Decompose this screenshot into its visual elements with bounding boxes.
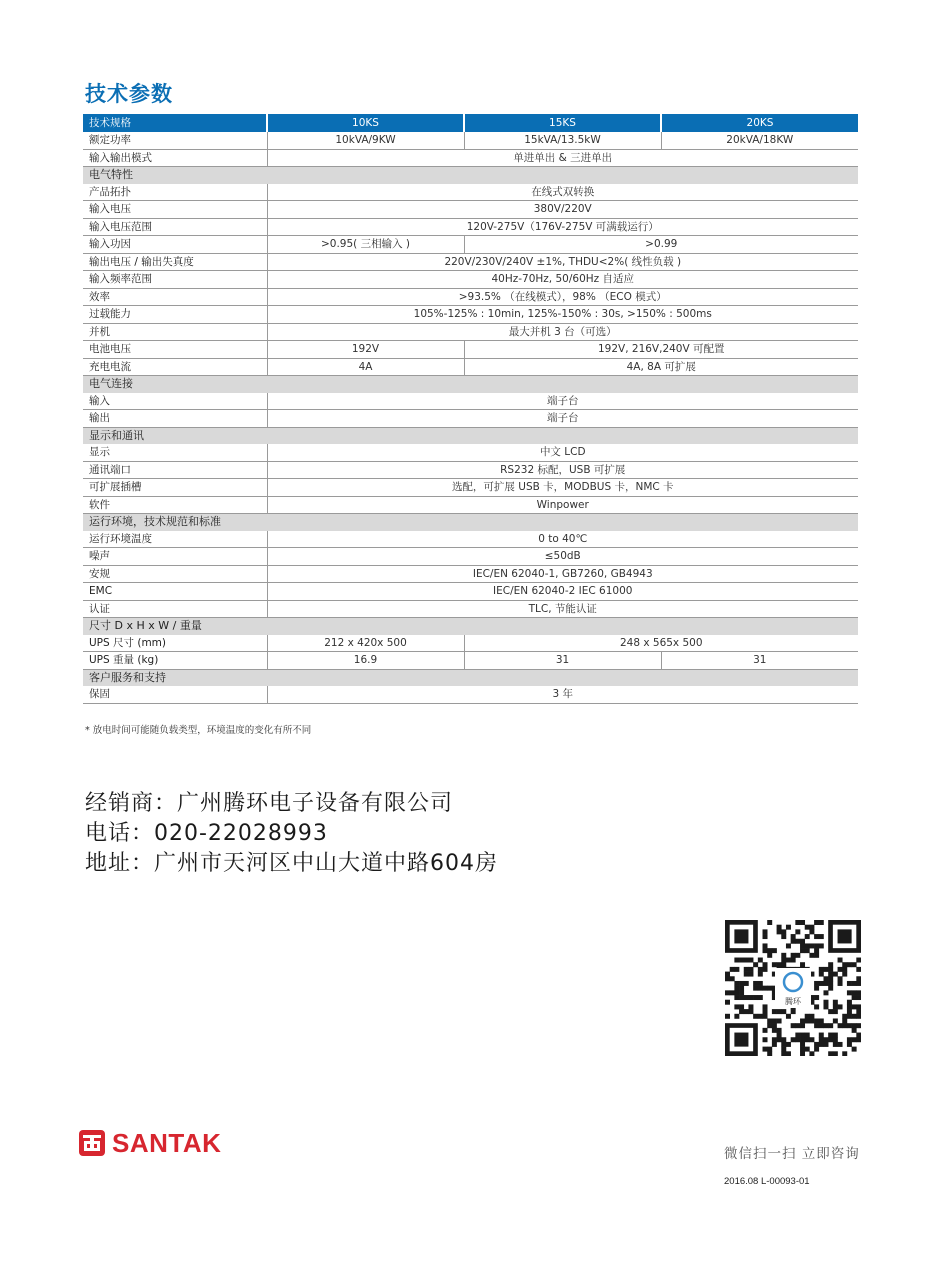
table-row [83, 652, 858, 670]
table-row [83, 565, 858, 583]
row-label: 输入输出模式 [83, 149, 267, 167]
qr-caption: 微信扫一扫 立即咨询 [724, 1146, 860, 1162]
row-label: 输入电压 [83, 201, 267, 219]
table-row [83, 393, 858, 410]
table-row [83, 496, 858, 514]
row-value: 最大并机 3 台（可选） [267, 323, 858, 341]
row-value: IEC/EN 62040-2 IEC 61000 [267, 583, 858, 601]
table-row [83, 600, 858, 618]
row-value: 40Hz-70Hz, 50/60Hz 自适应 [267, 271, 858, 289]
row-label: 安规 [83, 565, 267, 583]
row-label: UPS 重量 (kg) [83, 652, 267, 670]
table-row [83, 341, 858, 359]
row-label: 输入 [83, 393, 267, 410]
row-value: 15kVA/13.5kW [464, 132, 661, 149]
table-row [83, 686, 858, 703]
table-group-row [83, 167, 858, 184]
group-label: 客户服务和支持 [83, 669, 858, 686]
row-value: 0 to 40℃ [267, 531, 858, 548]
row-value: 212 x 420x 500 [267, 635, 464, 652]
row-label: 产品拓扑 [83, 184, 267, 201]
santak-logo-icon [78, 1129, 106, 1157]
row-value: 248 x 565x 500 [464, 635, 858, 652]
dealer-name: 经销商：广州腾环电子设备有限公司 [85, 791, 454, 816]
table-group-row [83, 669, 858, 686]
qr-center-label: 腾环 [785, 997, 801, 1006]
table-row [83, 531, 858, 548]
document-id: 2016.08 L-00093-01 [724, 1176, 810, 1187]
row-value: 中文 LCD [267, 444, 858, 461]
row-label: EMC [83, 583, 267, 601]
group-label: 显示和通讯 [83, 427, 858, 444]
table-row [83, 149, 858, 167]
row-value: 16.9 [267, 652, 464, 670]
table-row [83, 479, 858, 497]
row-label: 电池电压 [83, 341, 267, 359]
group-label: 电气连接 [83, 376, 858, 393]
table-group-row [83, 427, 858, 444]
row-label: 输入功因 [83, 236, 267, 254]
row-value: >0.99 [464, 236, 858, 254]
dealer-address: 地址：广州市天河区中山大道中路604房 [85, 851, 498, 876]
row-label: 可扩展插槽 [83, 479, 267, 497]
row-value: ≤50dB [267, 548, 858, 566]
row-value: 4A, 8A 可扩展 [464, 358, 858, 376]
table-group-row [83, 514, 858, 531]
row-label: 运行环境温度 [83, 531, 267, 548]
santak-logo [78, 1128, 221, 1158]
row-value: 单进单出 & 三进单出 [267, 149, 858, 167]
row-label: 输出 [83, 410, 267, 428]
qr-code [725, 920, 861, 1056]
row-label: 噪声 [83, 548, 267, 566]
row-value: 120V-275V（176V-275V 可满载运行） [267, 218, 858, 236]
row-value: >93.5% （在线模式），98% （ECO 模式） [267, 288, 858, 306]
table-row [83, 323, 858, 341]
row-value: IEC/EN 62040-1, GB7260, GB4943 [267, 565, 858, 583]
group-label: 运行环境，技术规范和标准 [83, 514, 858, 531]
row-value: 20kVA/18KW [661, 132, 858, 149]
table-row [83, 201, 858, 219]
table-row [83, 253, 858, 271]
table-group-row [83, 618, 858, 635]
table-row [83, 444, 858, 461]
row-value: 3 年 [267, 686, 858, 703]
row-label: UPS 尺寸 (mm) [83, 635, 267, 652]
row-label: 输入频率范围 [83, 271, 267, 289]
group-label: 电气特性 [83, 167, 858, 184]
table-row [83, 358, 858, 376]
row-value: 105%-125% : 10min, 125%-150% : 30s, >150% : 500ms [267, 306, 858, 324]
row-label: 通讯端口 [83, 461, 267, 479]
table-row [83, 583, 858, 601]
footnote: * 放电时间可能随负载类型，环境温度的变化有所不同 [85, 725, 312, 736]
row-value: 端子台 [267, 393, 858, 410]
table-row [83, 288, 858, 306]
row-value: 380V/220V [267, 201, 858, 219]
row-value: 4A [267, 358, 464, 376]
row-label: 充电电流 [83, 358, 267, 376]
row-label: 软件 [83, 496, 267, 514]
row-value: TLC, 节能认证 [267, 600, 858, 618]
dealer-phone: 电话：020-22028993 [85, 821, 328, 846]
spec-table [83, 114, 858, 704]
table-header-row [83, 114, 858, 132]
table-row [83, 461, 858, 479]
row-label: 认证 [83, 600, 267, 618]
row-label: 显示 [83, 444, 267, 461]
group-label: 尺寸 D x H x W / 重量 [83, 618, 858, 635]
row-label: 过载能力 [83, 306, 267, 324]
row-value: 选配，可扩展 USB 卡，MODBUS 卡，NMC 卡 [267, 479, 858, 497]
row-value: RS232 标配，USB 可扩展 [267, 461, 858, 479]
header-model: 15KS [464, 114, 661, 132]
row-value: 192V [267, 341, 464, 359]
row-label: 输出电压 / 输出失真度 [83, 253, 267, 271]
table-row [83, 306, 858, 324]
row-label: 效率 [83, 288, 267, 306]
row-label: 额定功率 [83, 132, 267, 149]
row-label: 并机 [83, 323, 267, 341]
row-label: 输入电压范围 [83, 218, 267, 236]
table-group-row [83, 376, 858, 393]
header-spec-label: 技术规格 [83, 114, 267, 132]
row-value: 在线式双转换 [267, 184, 858, 201]
header-model: 10KS [267, 114, 464, 132]
table-row [83, 132, 858, 149]
row-value: Winpower [267, 496, 858, 514]
row-value: >0.95( 三相输入 ) [267, 236, 464, 254]
table-row [83, 236, 858, 254]
row-value: 220V/230V/240V ±1%, THDU<2%( 线性负载 ) [267, 253, 858, 271]
table-row [83, 184, 858, 201]
table-row [83, 410, 858, 428]
santak-logo-text: SANTAK [112, 1127, 222, 1158]
row-value: 端子台 [267, 410, 858, 428]
row-value: 31 [661, 652, 858, 670]
row-value: 10kVA/9KW [267, 132, 464, 149]
header-model: 20KS [661, 114, 858, 132]
row-value: 192V, 216V,240V 可配置 [464, 341, 858, 359]
table-row [83, 271, 858, 289]
row-value: 31 [464, 652, 661, 670]
table-row [83, 635, 858, 652]
table-row [83, 218, 858, 236]
page-title: 技术参数 [85, 82, 173, 106]
row-label: 保固 [83, 686, 267, 703]
table-row [83, 548, 858, 566]
